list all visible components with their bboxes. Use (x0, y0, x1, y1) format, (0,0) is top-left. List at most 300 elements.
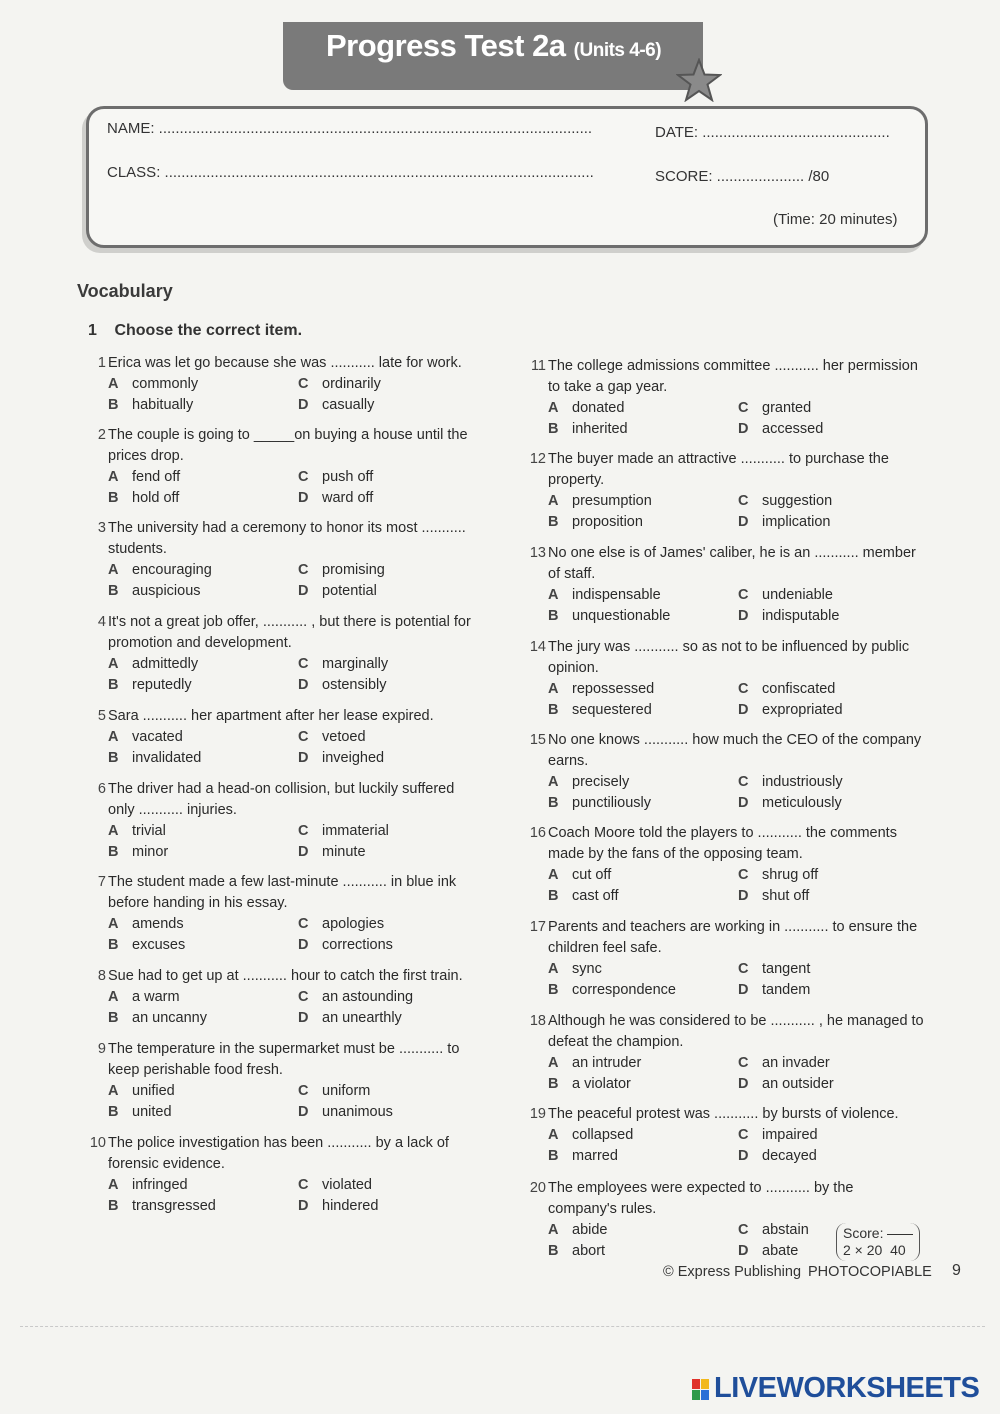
option-text: shrug off (762, 867, 819, 883)
option-text: decayed (762, 1148, 817, 1164)
option-c[interactable] (298, 560, 488, 581)
option-text: potential (322, 583, 377, 599)
question-number: 18 (529, 1013, 546, 1029)
option-a[interactable] (108, 374, 298, 395)
option-text: corrections (322, 937, 393, 953)
option-letter: A (548, 493, 559, 509)
question-number: 8 (97, 968, 106, 984)
question-item (86, 612, 481, 696)
option-letter: C (298, 823, 309, 839)
option-letter: D (738, 888, 749, 904)
option-c[interactable] (298, 914, 488, 935)
question-number: 11 (530, 358, 546, 374)
option-text: cut off (572, 867, 612, 883)
option-a[interactable] (108, 560, 298, 581)
question-item (526, 637, 926, 721)
option-letter: D (738, 702, 749, 718)
option-letter: C (738, 1127, 749, 1143)
option-b[interactable] (108, 395, 298, 416)
question-number: 15 (529, 732, 546, 748)
option-letter: B (548, 421, 559, 437)
question-item (86, 425, 481, 509)
option-a[interactable] (108, 1175, 298, 1196)
option-letter: C (298, 376, 309, 392)
option-d[interactable] (738, 886, 928, 907)
option-letter: B (548, 608, 559, 624)
option-c[interactable] (738, 772, 928, 793)
option-letter: A (548, 1222, 559, 1238)
answer-options (108, 467, 481, 509)
score-total: 40 (890, 1242, 906, 1258)
option-d[interactable] (738, 980, 928, 1001)
title-units: (Units 4-6) (573, 40, 662, 61)
option-text: a violator (572, 1076, 631, 1092)
option-d[interactable] (298, 1102, 488, 1123)
option-text: promising (322, 562, 385, 578)
option-text: auspicious (132, 583, 201, 599)
option-d[interactable] (298, 488, 488, 509)
answer-options (548, 772, 926, 814)
star-icon (676, 58, 722, 102)
option-text: vacated (132, 729, 183, 745)
option-letter: D (298, 1198, 309, 1214)
question-number: 13 (529, 545, 546, 561)
question-stem: The police investigation has been ........... by a lack of forensic evidence. (108, 1135, 449, 1172)
option-text: apologies (322, 916, 385, 932)
option-c[interactable] (738, 398, 928, 419)
option-b[interactable] (548, 1146, 738, 1167)
answer-options (108, 560, 481, 602)
option-text: violated (322, 1177, 372, 1193)
answer-options (108, 987, 481, 1029)
option-text: ordinarily (322, 376, 381, 392)
answer-options (108, 1175, 481, 1217)
option-text: impaired (762, 1127, 818, 1143)
option-letter: A (108, 469, 119, 485)
option-text: excuses (132, 937, 186, 953)
option-text: commonly (132, 376, 199, 392)
option-letter: C (298, 469, 309, 485)
question-number: 10 (89, 1135, 106, 1151)
option-text: ostensibly (322, 677, 387, 693)
option-text: minute (322, 844, 366, 860)
option-d[interactable] (738, 512, 928, 533)
question-number: 12 (529, 451, 546, 467)
answer-options (548, 585, 926, 627)
option-text: infringed (132, 1177, 188, 1193)
question-number: 1 (97, 355, 106, 371)
name-field[interactable]: NAME: ........................................................................................................ (107, 120, 593, 137)
option-letter: B (108, 1010, 119, 1026)
option-b[interactable] (548, 1241, 738, 1262)
option-a[interactable] (548, 1220, 738, 1241)
option-b[interactable] (548, 419, 738, 440)
option-letter: C (738, 961, 749, 977)
option-a[interactable] (548, 585, 738, 606)
option-text: presumption (572, 493, 652, 509)
option-d[interactable] (738, 1074, 928, 1095)
option-text: abate (762, 1243, 799, 1259)
option-letter: C (298, 916, 309, 932)
option-c[interactable] (738, 1053, 928, 1074)
option-letter: B (548, 888, 559, 904)
option-text: united (132, 1104, 172, 1120)
option-text: undeniable (762, 587, 833, 603)
answer-options (108, 1081, 481, 1123)
task-number: 1 (88, 322, 97, 339)
page-number: 9 (952, 1262, 961, 1279)
option-text: cast off (572, 888, 619, 904)
answer-options (108, 821, 481, 863)
option-b[interactable] (108, 675, 298, 696)
option-letter: A (548, 681, 559, 697)
option-c[interactable] (738, 1125, 928, 1146)
score-label: Score: (843, 1225, 884, 1241)
option-text: correspondence (572, 982, 676, 998)
option-letter: B (108, 937, 119, 953)
option-c[interactable] (298, 374, 488, 395)
option-letter: C (738, 400, 749, 416)
option-text: shut off (762, 888, 810, 904)
option-text: suggestion (762, 493, 833, 509)
question-stem: Coach Moore told the players to ........... the comments made by the fans of the opposing team. (548, 825, 897, 862)
option-letter: B (108, 583, 119, 599)
question-number: 3 (97, 520, 106, 536)
option-text: punctiliously (572, 795, 651, 811)
option-text: meticulously (762, 795, 842, 811)
option-a[interactable] (548, 1053, 738, 1074)
option-letter: B (108, 1198, 119, 1214)
option-d[interactable] (738, 606, 928, 627)
option-b[interactable] (548, 512, 738, 533)
option-letter: B (108, 677, 119, 693)
option-text: abide (572, 1222, 608, 1238)
option-text: abort (572, 1243, 606, 1259)
option-b[interactable] (108, 748, 298, 769)
option-text: casually (322, 397, 375, 413)
publisher-credit: © Express Publishing (663, 1264, 802, 1280)
option-letter: B (548, 1076, 559, 1092)
option-letter: A (548, 1127, 559, 1143)
option-letter: C (738, 867, 749, 883)
question-stem: It's not a great job offer, ........... , but there is potential for promotion and development. (108, 614, 471, 651)
option-letter: A (548, 867, 559, 883)
question-number: 20 (529, 1180, 546, 1196)
option-letter: A (108, 989, 119, 1005)
option-text: marginally (322, 656, 389, 672)
option-text: ward off (322, 490, 374, 506)
option-text: proposition (572, 514, 643, 530)
option-letter: C (738, 1055, 749, 1071)
answer-options (108, 914, 481, 956)
option-letter: A (108, 729, 119, 745)
option-a[interactable] (108, 821, 298, 842)
option-letter: D (298, 490, 309, 506)
option-d[interactable] (298, 675, 488, 696)
option-a[interactable] (548, 491, 738, 512)
option-c[interactable] (298, 654, 488, 675)
option-a[interactable] (108, 467, 298, 488)
option-text: a warm (132, 989, 180, 1005)
option-c[interactable] (298, 467, 488, 488)
option-letter: B (548, 702, 559, 718)
option-text: marred (572, 1148, 618, 1164)
option-text: tangent (762, 961, 811, 977)
question-stem: The student made a few last-minute ........... in blue ink before handing in his essay. (108, 874, 457, 911)
question-item (86, 1039, 481, 1123)
option-a[interactable] (548, 959, 738, 980)
question-item (86, 966, 481, 1029)
option-text: an invader (762, 1055, 830, 1071)
question-item (526, 730, 926, 814)
score-box (836, 1223, 920, 1261)
question-stem: The couple is going to _____on buying a house until the prices drop. (108, 427, 468, 464)
option-text: trivial (132, 823, 166, 839)
option-letter: C (298, 729, 309, 745)
option-text: accessed (762, 421, 824, 437)
option-letter: B (548, 795, 559, 811)
option-letter: B (108, 750, 119, 766)
question-stem: Sara ........... her apartment after her lease expired. (108, 708, 434, 724)
option-d[interactable] (298, 748, 488, 769)
option-b[interactable] (548, 700, 738, 721)
option-text: admittedly (132, 656, 199, 672)
option-letter: C (738, 1222, 749, 1238)
liveworksheets-logo[interactable]: LIVEWORKSHEETS (714, 1372, 980, 1404)
question-stem: The driver had a head-on collision, but luckily suffered only ........... injuries. (108, 781, 455, 818)
option-d[interactable] (298, 1008, 488, 1029)
option-d[interactable] (738, 700, 928, 721)
option-text: indisputable (762, 608, 840, 624)
question-stem: Sue had to get up at ........... hour to catch the first train. (108, 968, 463, 984)
answer-options (548, 398, 926, 440)
option-b[interactable] (548, 980, 738, 1001)
question-item (526, 917, 926, 1001)
option-letter: D (738, 1243, 749, 1259)
option-letter: A (548, 400, 559, 416)
option-a[interactable] (108, 987, 298, 1008)
option-letter: A (108, 1177, 119, 1193)
option-text: an intruder (572, 1055, 642, 1071)
option-letter: C (738, 493, 749, 509)
option-b[interactable] (108, 1008, 298, 1029)
question-item (86, 872, 481, 956)
option-c[interactable] (738, 585, 928, 606)
option-text: industriously (762, 774, 843, 790)
option-text: hindered (322, 1198, 379, 1214)
option-letter: D (738, 1148, 749, 1164)
option-letter: C (298, 1083, 309, 1099)
option-letter: D (738, 608, 749, 624)
option-a[interactable] (548, 772, 738, 793)
question-item (526, 1011, 926, 1095)
option-d[interactable] (738, 793, 928, 814)
option-letter: B (108, 1104, 119, 1120)
question-stem: The employees were expected to ........... by the company's rules. (548, 1180, 854, 1217)
answer-options (548, 679, 926, 721)
question-item (86, 779, 481, 863)
option-text: sync (572, 961, 602, 977)
option-c[interactable] (298, 1175, 488, 1196)
option-c[interactable] (298, 821, 488, 842)
option-letter: A (548, 961, 559, 977)
option-d[interactable] (298, 581, 488, 602)
question-number: 7 (97, 874, 106, 890)
option-a[interactable] (108, 1081, 298, 1102)
answer-options (548, 865, 926, 907)
option-letter: C (298, 1177, 309, 1193)
option-b[interactable] (108, 581, 298, 602)
class-field[interactable]: CLASS: ....................................................................................................... (107, 164, 594, 181)
option-text: vetoed (322, 729, 366, 745)
score-field[interactable]: SCORE: ..................... /80 (655, 168, 830, 185)
option-letter: B (108, 397, 119, 413)
option-c[interactable] (738, 679, 928, 700)
option-b[interactable] (548, 606, 738, 627)
question-item (526, 1104, 926, 1167)
option-text: invalidated (132, 750, 202, 766)
option-b[interactable] (108, 1102, 298, 1123)
option-b[interactable] (548, 793, 738, 814)
option-text: inveighed (322, 750, 385, 766)
option-text: hold off (132, 490, 180, 506)
task-text: Choose the correct item. (114, 322, 303, 339)
answer-options (108, 374, 481, 416)
photocopiable-note: PHOTOCOPIABLE (808, 1264, 932, 1280)
option-letter: D (738, 514, 749, 530)
option-letter: D (298, 750, 309, 766)
option-c[interactable] (298, 987, 488, 1008)
score-multiplier: 2 × 20 (843, 1242, 883, 1258)
question-stem: The buyer made an attractive ........... to purchase the property. (548, 451, 889, 488)
option-d[interactable] (738, 1146, 928, 1167)
question-stem: The jury was ........... so as not to be influenced by public opinion. (548, 639, 910, 676)
option-letter: A (548, 1055, 559, 1071)
option-text: push off (322, 469, 374, 485)
option-text: an unearthly (322, 1010, 402, 1026)
question-stem: The peaceful protest was ........... by bursts of violence. (548, 1106, 899, 1122)
answer-options (548, 491, 926, 533)
question-item (526, 543, 926, 627)
option-text: precisely (572, 774, 630, 790)
option-text: unified (132, 1083, 175, 1099)
option-b[interactable] (548, 886, 738, 907)
option-a[interactable] (108, 914, 298, 935)
answer-options (108, 727, 481, 769)
question-number: 5 (97, 708, 106, 724)
option-letter: A (108, 562, 119, 578)
answer-options (108, 654, 481, 696)
option-letter: A (548, 587, 559, 603)
option-b[interactable] (108, 488, 298, 509)
option-text: uniform (322, 1083, 371, 1099)
question-stem: The temperature in the supermarket must be ........... to keep perishable food fresh. (108, 1041, 460, 1078)
title-text: Progress Test 2a (326, 28, 566, 63)
option-text: unquestionable (572, 608, 671, 624)
option-a[interactable] (548, 1125, 738, 1146)
question-stem: Parents and teachers are working in ........... to ensure the children feel safe. (548, 919, 918, 956)
option-a[interactable] (548, 865, 738, 886)
option-letter: C (298, 989, 309, 1005)
option-c[interactable] (738, 865, 928, 886)
option-text: an astounding (322, 989, 414, 1005)
option-text: tandem (762, 982, 811, 998)
option-b[interactable] (108, 935, 298, 956)
option-c[interactable] (738, 491, 928, 512)
option-letter: B (548, 514, 559, 530)
option-letter: A (108, 916, 119, 932)
option-letter: A (108, 656, 119, 672)
option-letter: A (108, 823, 119, 839)
answer-options (548, 959, 926, 1001)
option-letter: C (298, 562, 309, 578)
option-d[interactable] (298, 1196, 488, 1217)
option-d[interactable] (298, 935, 488, 956)
option-c[interactable] (738, 959, 928, 980)
option-c[interactable] (298, 1081, 488, 1102)
option-letter: D (298, 937, 309, 953)
option-d[interactable] (298, 395, 488, 416)
option-text: immaterial (322, 823, 389, 839)
option-text: fend off (132, 469, 181, 485)
option-c[interactable] (298, 727, 488, 748)
option-a[interactable] (108, 727, 298, 748)
option-letter: D (298, 397, 309, 413)
option-a[interactable] (108, 654, 298, 675)
time-limit: (Time: 20 minutes) (773, 211, 898, 228)
option-letter: C (738, 587, 749, 603)
question-number: 4 (97, 614, 106, 630)
option-text: reputedly (132, 677, 192, 693)
liveworksheets-logo-icon (692, 1379, 710, 1401)
option-letter: A (108, 376, 119, 392)
option-text: abstain (762, 1222, 809, 1238)
option-letter: B (108, 490, 119, 506)
task-instruction (88, 322, 302, 340)
question-number: 6 (97, 781, 106, 797)
option-letter: B (548, 1148, 559, 1164)
option-text: transgressed (132, 1198, 216, 1214)
option-d[interactable] (298, 842, 488, 863)
option-a[interactable] (548, 398, 738, 419)
question-item (86, 353, 481, 416)
question-item (526, 449, 926, 533)
option-b[interactable] (548, 1074, 738, 1095)
question-stem: No one knows ........... how much the CEO of the company earns. (548, 732, 922, 769)
option-b[interactable] (108, 842, 298, 863)
option-letter: D (298, 844, 309, 860)
option-letter: B (548, 1243, 559, 1259)
option-text: minor (132, 844, 169, 860)
option-text: sequestered (572, 702, 652, 718)
question-number: 14 (529, 639, 546, 655)
score-blank[interactable] (887, 1234, 913, 1235)
question-stem: No one else is of James' caliber, he is an ........... member of staff. (548, 545, 916, 582)
option-a[interactable] (548, 679, 738, 700)
option-text: encouraging (132, 562, 212, 578)
option-letter: D (298, 677, 309, 693)
option-d[interactable] (738, 419, 928, 440)
option-b[interactable] (108, 1196, 298, 1217)
option-text: expropriated (762, 702, 843, 718)
date-field[interactable]: DATE: ............................................. (655, 124, 890, 141)
section-title: Vocabulary (77, 281, 173, 301)
option-text: donated (572, 400, 625, 416)
question-number: 16 (529, 825, 546, 841)
question-number: 17 (529, 919, 546, 935)
option-letter: D (298, 1010, 309, 1026)
option-letter: A (548, 774, 559, 790)
